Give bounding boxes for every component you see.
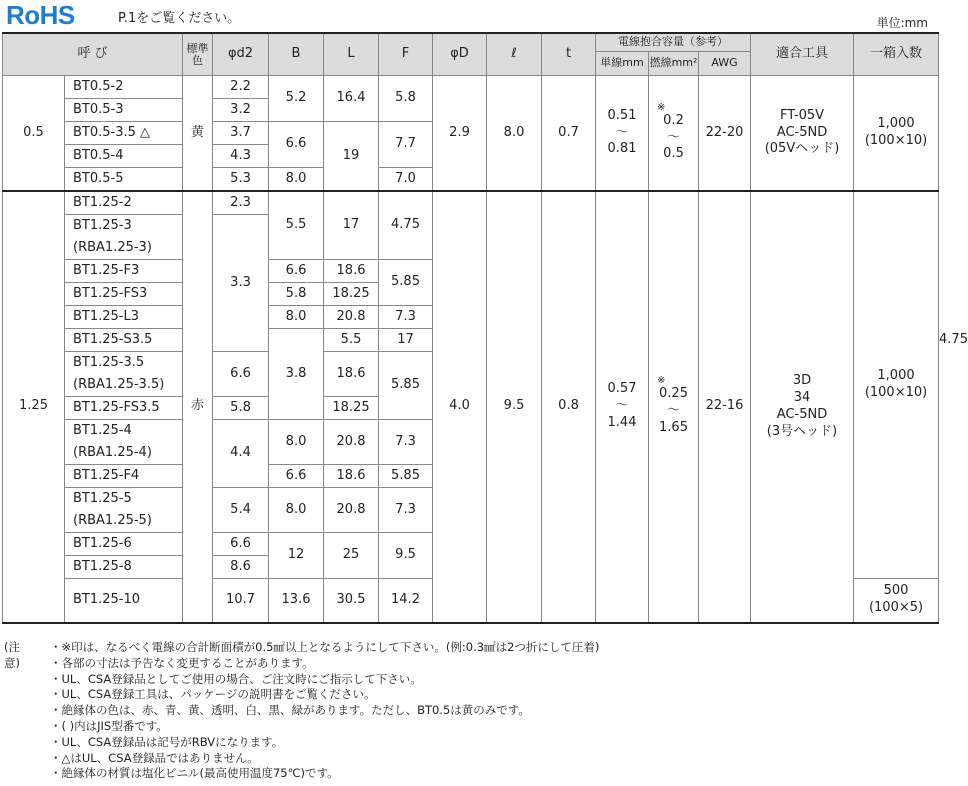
col-header-ell: ℓ (487, 33, 542, 76)
tool-line: (05Vヘッド) (764, 141, 840, 157)
tool-line: AC-5ND (776, 124, 828, 140)
l-cell: 20.8 (324, 488, 379, 533)
l-cell: 18.6 (324, 352, 379, 397)
l-cell: 20.8 (324, 306, 379, 329)
note-item: ・※印は、なるべく電線の合計断面積が0.5㎟以上となるようにして下さい。(例:0.3㎟は2つ折にして圧着) (50, 640, 600, 654)
col-header-f: F (379, 33, 433, 76)
stranded-range (649, 191, 699, 623)
t-cell: 0.8 (542, 191, 596, 623)
item-jis-name: (RBA1.25-4) (65, 442, 183, 465)
box-qty: 1,000 (877, 116, 915, 132)
tool-cell (751, 76, 854, 192)
l-cell: 19 (324, 122, 379, 192)
d-cell: 2.9 (433, 76, 487, 192)
single-range (596, 191, 649, 623)
size-1-25: 1.25 (3, 191, 65, 623)
col-header-tool: 適合工具 (751, 33, 854, 76)
f-cell: 7.3 (379, 420, 433, 465)
ell-cell: 9.5 (487, 191, 542, 623)
l-cell: 17 (324, 191, 379, 260)
d2-cell: 3.8 (269, 329, 324, 420)
note-item: ・UL、CSA登録品は記号がRBVになります。 (50, 734, 284, 749)
f-cell: 4.75 (379, 191, 433, 260)
box-qty: 500 (883, 583, 909, 599)
item-name: BT1.25-8 (65, 556, 183, 579)
note-item: ・各部の寸法は予告なく変更することがあります。 (50, 655, 314, 670)
b-cell: 5.2 (269, 76, 324, 122)
f-cell: 5.8 (379, 76, 433, 122)
stranded-min: 0.2 (663, 112, 684, 128)
b-cell: 8.0 (269, 488, 324, 533)
l-cell: 17 (379, 329, 433, 352)
tool-cell (751, 191, 854, 623)
d2-cell: 8.6 (213, 556, 269, 579)
stranded-min: 0.25 (659, 386, 688, 402)
box-qty: 1,000 (877, 368, 915, 384)
l-cell: 30.5 (324, 579, 379, 623)
f-cell: 5.85 (379, 352, 433, 420)
col-header-single: 単線mm (596, 52, 649, 76)
col-header-capacity: 電線抱合容量（参考） (596, 33, 751, 52)
tool-line: 34 (793, 389, 811, 405)
rohs-logo: RoHS (6, 0, 75, 30)
item-name: BT1.25-S3.5 (65, 329, 183, 352)
col-header-stranded: 撚線mm² (649, 52, 699, 76)
b-cell: 5.5 (269, 191, 324, 260)
box-pack: (100×10) (864, 385, 928, 400)
item-name: BT1.25-L3 (65, 306, 183, 329)
l-cell: 18.25 (324, 397, 379, 420)
col-header-color: 標準色 (183, 33, 213, 76)
t-cell: 0.7 (542, 76, 596, 192)
awg-cell: 22-16 (699, 191, 751, 623)
d2-cell: 4.3 (213, 145, 269, 168)
d2-cell: 4.4 (213, 420, 269, 488)
spec-table: 呼 び 標準色 φd2 B L F φD ℓ t 電線抱合容量（参考） 適合工具 一箱入数 単線mm 撚線mm² AWG 0.5 BT0.5-2 黄 2.2 5.2 16.4 5.8 2.9 8.0 0.7 0.51 〜 0.81 ※ 0.2 〜 0.5 22-20 FT-05V AC-5ND (05Vヘッド) 1,000 (100×10) BT0.5-3 3.2 BT0.5-3.5 △ 3.7 6.6 19 7.7 BT0.5-4 4.3 BT0.5-5 5.3 8.0 7.0 1.25 BT1.25-2 赤 2.3 5.5 17 4.75 4.0 9.5 0.8 0.57 〜 1.44 ※ 0.25 〜 1.65 22-16 3D 34 AC-5ND (3号ヘッド) 1,000 (100×10) BT1.25-3 3.3 (RBA1.25-3) BT1.25-F3 6.6 18.6 5.85 BT1.25-FS3 5.8 18.25 BT1.25-L3 8.0 20.8 7.3 BT1.25-S3.5 3.8 5.5 17 4.75 BT1.25-3.5 6.6 18.6 5.85 (RBA1.25-3.5) BT1.25-FS3.5 5.8 18.25 BT1.25-4 4.4 8.0 20.8 7.3 (RBA1.25-4) BT1.25-F4 6.6 18.6 5.85 BT1.25-5 5.4 8.0 20.8 7.3 (RBA1.25-5) BT1.25-6 6.6 12 25 9.5 BT1.25-8 8.6 BT1.25-10 10.7 13.6 30.5 14.2 500 (100×5) (2, 32, 939, 624)
b-cell: 8.0 (269, 168, 324, 192)
l-cell: 16.4 (324, 76, 379, 122)
stranded-range (649, 76, 699, 192)
range-sep: 〜 (667, 129, 681, 145)
b-cell: 6.6 (269, 260, 324, 283)
f-cell: 5.85 (379, 465, 433, 488)
d2-cell: 2.3 (213, 191, 269, 215)
f-cell: 14.2 (379, 579, 433, 623)
b-cell: 8.0 (269, 306, 324, 329)
l-cell: 20.8 (324, 420, 379, 465)
f-cell: 9.5 (379, 533, 433, 579)
item-name: BT1.25-5 (65, 488, 183, 511)
d-cell: 4.0 (433, 191, 487, 623)
l-cell: 18.25 (324, 283, 379, 306)
single-max: 0.81 (607, 141, 637, 157)
tool-line: AC-5ND (776, 406, 828, 422)
note-item: ・UL、CSA登録品としてご使用の場合、ご注文時にご指示して下さい。 (50, 671, 422, 686)
d2-cell: 6.6 (213, 533, 269, 556)
item-name: BT1.25-FS3.5 (65, 397, 183, 420)
item-name: BT1.25-2 (65, 191, 183, 215)
b-cell: 5.8 (269, 283, 324, 306)
d2-cell: 2.2 (213, 76, 269, 99)
item-name: BT1.25-F3 (65, 260, 183, 283)
b-cell: 8.0 (269, 420, 324, 465)
item-name: BT0.5-3 (65, 99, 183, 122)
stranded-max: 0.5 (663, 146, 684, 162)
range-sep: 〜 (615, 398, 629, 414)
col-header-awg: AWG (699, 52, 751, 76)
note-item: ・絶縁体の色は、赤、青、黄、透明、白、黒、緑があります。ただし、BT0.5は黄のみです。 (50, 703, 530, 718)
b-cell: 6.6 (269, 465, 324, 488)
tool-line: 3D (792, 372, 812, 388)
item-name: BT1.25-4 (65, 420, 183, 443)
single-max: 1.44 (607, 415, 637, 431)
note-item: ・( )内はJIS型番です。 (50, 718, 168, 733)
item-jis-name: (RBA1.25-5) (65, 510, 183, 533)
color-red: 赤 (183, 191, 213, 623)
d2-cell: 10.7 (213, 579, 269, 623)
tool-line: FT-05V (779, 107, 825, 123)
box-pack: (100×10) (864, 133, 928, 148)
d2-cell: 5.4 (213, 488, 269, 533)
stranded-max: 1.65 (659, 420, 688, 436)
col-header-d2: φd2 (213, 33, 269, 76)
b-cell: 6.6 (269, 122, 324, 168)
unit-label: 単位:mm (876, 16, 928, 30)
b-cell: 12 (269, 533, 324, 579)
d2-cell: 3.7 (213, 122, 269, 145)
l-cell: 18.6 (324, 260, 379, 283)
box-pack: (100×5) (868, 600, 924, 616)
range-sep: 〜 (667, 403, 681, 419)
col-header-d: φD (433, 33, 487, 76)
d2-cell: 5.3 (213, 168, 269, 192)
col-header-t: t (542, 33, 596, 76)
box-cell (854, 191, 939, 579)
l-cell: 25 (324, 533, 379, 579)
box-cell (854, 76, 939, 192)
item-name: BT1.25-F4 (65, 465, 183, 488)
f-cell: 5.85 (379, 260, 433, 306)
item-name: BT0.5-4 (65, 145, 183, 168)
rohs-note: P.1をご覧ください。 (118, 11, 241, 26)
b-cell: 6.6 (213, 352, 269, 397)
col-header-b: B (269, 33, 324, 76)
item-jis-name: (RBA1.25-3.5) (65, 374, 183, 397)
ell-cell: 8.0 (487, 76, 542, 192)
col-header-box: 一箱入数 (854, 33, 939, 76)
single-min: 0.51 (607, 107, 637, 123)
note-item: ・絶縁体の材質は塩化ビニル(最高使用温度75℃)です。 (50, 766, 339, 781)
f-cell: 7.3 (379, 306, 433, 329)
d2-cell: 3.3 (213, 215, 269, 352)
item-name: BT0.5-3.5 △ (65, 122, 183, 145)
col-header-name: 呼 び (3, 33, 183, 76)
item-name: BT1.25-3.5 (65, 352, 183, 375)
size-0-5: 0.5 (3, 76, 65, 192)
note-mark: ※ (657, 101, 666, 113)
col-header-l: L (324, 33, 379, 76)
single-min: 0.57 (607, 381, 637, 397)
single-range (596, 76, 649, 192)
d2-cell: 3.2 (213, 99, 269, 122)
item-jis-name: (RBA1.25-3) (65, 237, 183, 260)
note-mark: ※ (657, 375, 666, 387)
awg-cell: 22-20 (699, 76, 751, 192)
notes-label: (注意) (4, 640, 20, 670)
item-name: BT0.5-5 (65, 168, 183, 192)
item-name: BT1.25-3 (65, 215, 183, 238)
range-sep: 〜 (615, 124, 629, 140)
note-item: ・UL、CSA登録工具は、パッケージの説明書をご覧ください。 (50, 687, 376, 702)
b-cell: 13.6 (269, 579, 324, 623)
b-cell: 5.8 (213, 397, 269, 420)
notes-list (50, 640, 599, 782)
f-cell: 7.7 (379, 122, 433, 168)
f-cell: 7.0 (379, 168, 433, 192)
color-yellow: 黄 (183, 76, 213, 192)
box-cell-last (854, 579, 939, 623)
b-cell: 5.5 (324, 329, 379, 352)
item-name: BT0.5-2 (65, 76, 183, 99)
l-cell: 18.6 (324, 465, 379, 488)
f-cell: 7.3 (379, 488, 433, 533)
tool-line: (3号ヘッド) (766, 423, 838, 439)
item-name: BT1.25-10 (65, 579, 183, 623)
note-item: ・△はUL、CSA登録品ではありません。 (50, 750, 259, 765)
item-name: BT1.25-FS3 (65, 283, 183, 306)
item-name: BT1.25-6 (65, 533, 183, 556)
